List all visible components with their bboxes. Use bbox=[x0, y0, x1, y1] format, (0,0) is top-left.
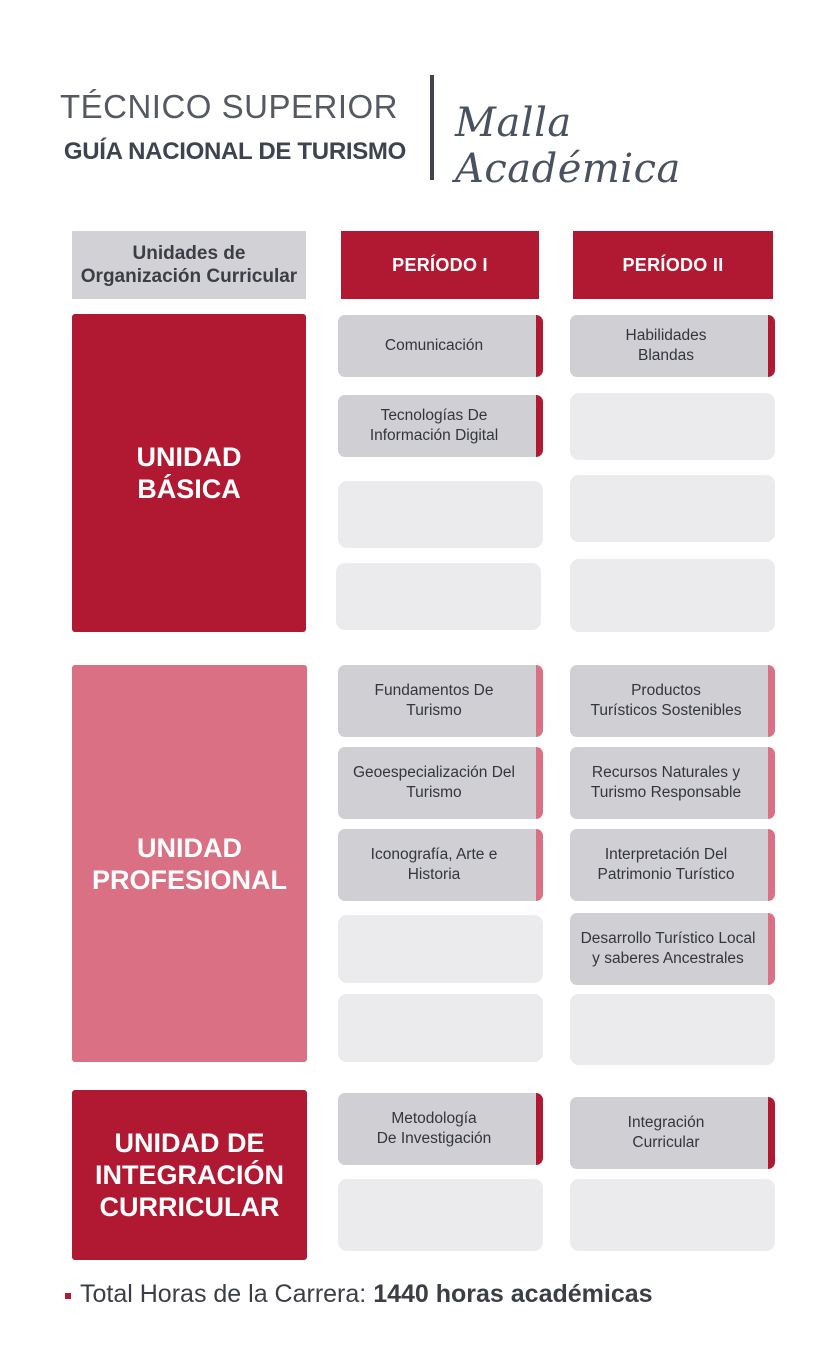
total-hours-label: Total Horas de la Carrera: bbox=[80, 1280, 374, 1308]
subject-productos-turisticos: Productos Turísticos Sostenibles bbox=[570, 665, 775, 737]
unit-integracion-label: UNIDAD DE INTEGRACIÓN CURRICULAR bbox=[95, 1128, 284, 1222]
period-1-header: PERÍODO I bbox=[341, 231, 539, 299]
unit-basica-label: UNIDAD BÁSICA bbox=[136, 442, 242, 504]
subject-metodologia-investigacion: Metodología De Investigación bbox=[338, 1093, 543, 1165]
units-column-header-label: Unidades de Organización Curricular bbox=[80, 243, 298, 287]
subject-fundamentos-turismo: Fundamentos De Turismo bbox=[338, 665, 543, 737]
unit-profesional bbox=[72, 665, 307, 1062]
total-hours bbox=[80, 1280, 653, 1309]
page-title: Malla Académica bbox=[455, 100, 681, 192]
period-2-header: PERÍODO II bbox=[573, 231, 773, 299]
subject-habilidades-blandas: Habilidades Blandas bbox=[570, 315, 775, 377]
footer-bullet bbox=[65, 1293, 71, 1299]
empty-slot bbox=[338, 994, 543, 1062]
subject-tecnologias-informacion: Tecnologías De Información Digital bbox=[338, 395, 543, 457]
empty-slot bbox=[338, 1179, 543, 1251]
program-name: GUÍA NACIONAL DE TURISMO bbox=[63, 138, 406, 165]
subject-desarrollo-turistico: Desarrollo Turístico Local y saberes Ancestrales bbox=[570, 913, 775, 985]
header-divider bbox=[430, 75, 434, 180]
unit-basica bbox=[72, 314, 306, 632]
empty-slot bbox=[570, 393, 775, 460]
empty-slot bbox=[570, 559, 775, 632]
empty-slot bbox=[570, 1179, 775, 1251]
empty-slot bbox=[336, 563, 541, 630]
subject-recursos-naturales: Recursos Naturales y Turismo Responsable bbox=[570, 747, 775, 819]
empty-slot bbox=[570, 994, 775, 1065]
unit-integracion bbox=[72, 1090, 307, 1260]
program-level: TÉCNICO SUPERIOR bbox=[59, 88, 398, 125]
subject-iconografia: Iconografía, Arte e Historia bbox=[338, 829, 543, 901]
empty-slot bbox=[338, 481, 543, 548]
empty-slot bbox=[570, 475, 775, 542]
subject-comunicacion: Comunicación bbox=[338, 315, 543, 377]
subject-integracion-curricular: Integración Curricular bbox=[570, 1097, 775, 1169]
unit-profesional-label: UNIDAD PROFESIONAL bbox=[91, 832, 287, 895]
subject-interpretacion-patrimonio: Interpretación Del Patrimonio Turístico bbox=[570, 829, 775, 901]
units-column-header bbox=[72, 231, 306, 299]
subject-geoespecializacion: Geoespecialización Del Turismo bbox=[338, 747, 543, 819]
empty-slot bbox=[338, 915, 543, 983]
total-hours-value: 1440 horas académicas bbox=[373, 1280, 653, 1308]
